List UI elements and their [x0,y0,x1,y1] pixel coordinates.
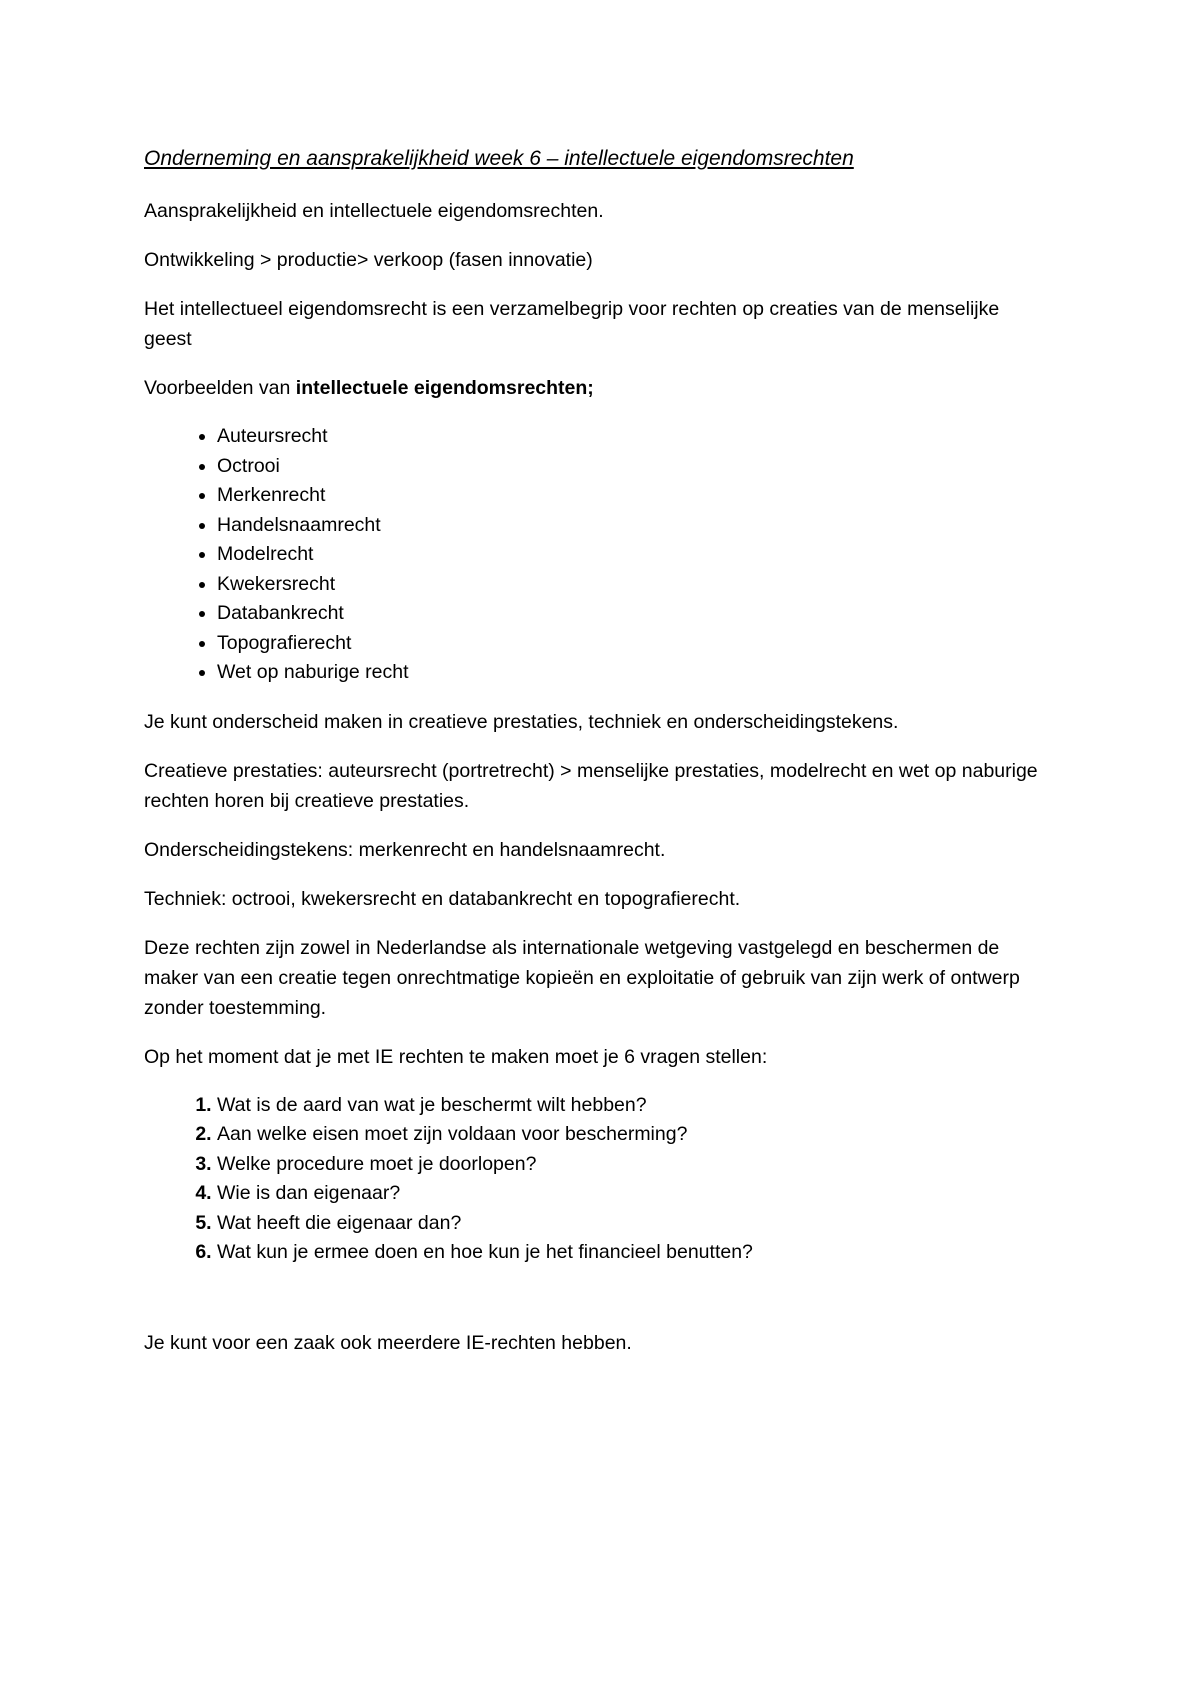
list-item: 4. Wie is dan eigenaar? [217,1179,1050,1209]
list-item: • Auteursrecht [217,422,1050,452]
paragraph-intro: Aansprakelijkheid en intellectuele eigendomsrechten. [144,200,604,222]
paragraph-distinction: Je kunt onderscheid maken in creatieve prestaties, techniek en onderscheidingstekens. [144,710,899,733]
list-item: • Handelsnaamrecht [217,511,1050,541]
list-item: 5. Wat heeft die eigenaar dan? [217,1209,1050,1239]
paragraph-distinguishing-marks: Onderscheidingstekens: merkenrecht en handelsnaamrecht. [144,838,666,861]
list-item: • Wet op naburige recht [217,658,1050,688]
paragraph-legislation: Deze rechten zijn zowel in Nederlandse als internationale wetgeving vastgelegd en beschermen de maker van een creatie tegen onrechtmatige kopieën en exploitatie of gebruik van zijn werk of ontwerp zonder toestemming. [144,936,1020,1019]
examples-lead-bold: intellectuele eigendomsrechten; [295,377,594,399]
examples-lead-text: Voorbeelden van [144,377,296,399]
list-item: • Modelrecht [217,540,1050,570]
list-item: • Octrooi [217,452,1050,482]
paragraph-examples-lead [144,373,1050,403]
list-item: 2. Aan welke eisen moet zijn voldaan voor bescherming? [217,1120,1050,1150]
rights-bullet-list [144,422,1050,688]
paragraph-definition: Het intellectueel eigendomsrecht is een verzamelbegrip voor rechten op creaties van de menselijke geest [144,298,1000,350]
list-item: • Kwekersrecht [217,570,1050,600]
blank-line [144,1287,1050,1328]
list-item: • Databankrecht [217,599,1050,629]
paragraph-questions-lead: Op het moment dat je met IE rechten te maken moet je 6 vragen stellen: [144,1045,768,1068]
paragraph-phases: Ontwikkeling > productie> verkoop (fasen innovatie) [144,249,593,271]
list-item: • Merkenrecht [217,481,1050,511]
paragraph-creative: Creatieve prestaties: auteursrecht (portretrecht) > menselijke prestaties, modelrecht en wet op naburige rechten horen bij creatieve prestaties. [144,759,1038,812]
questions-numbered-list [144,1091,1050,1268]
list-item: • Topografierecht [217,629,1050,659]
list-item: 1. Wat is de aard van wat je beschermt wilt hebben? [217,1091,1050,1121]
paragraph-technique: Techniek: octrooi, kwekersrecht en databankrecht en topografierecht. [144,887,741,910]
list-item: 6. Wat kun je ermee doen en hoe kun je het financieel benutten? [217,1238,1050,1268]
paragraph-closing: Je kunt voor een zaak ook meerdere IE-rechten hebben. [144,1331,632,1354]
list-item: 3. Welke procedure moet je doorlopen? [217,1150,1050,1180]
document-title: Onderneming en aansprakelijkheid week 6 – intellectuele eigendomsrechten [144,147,854,170]
